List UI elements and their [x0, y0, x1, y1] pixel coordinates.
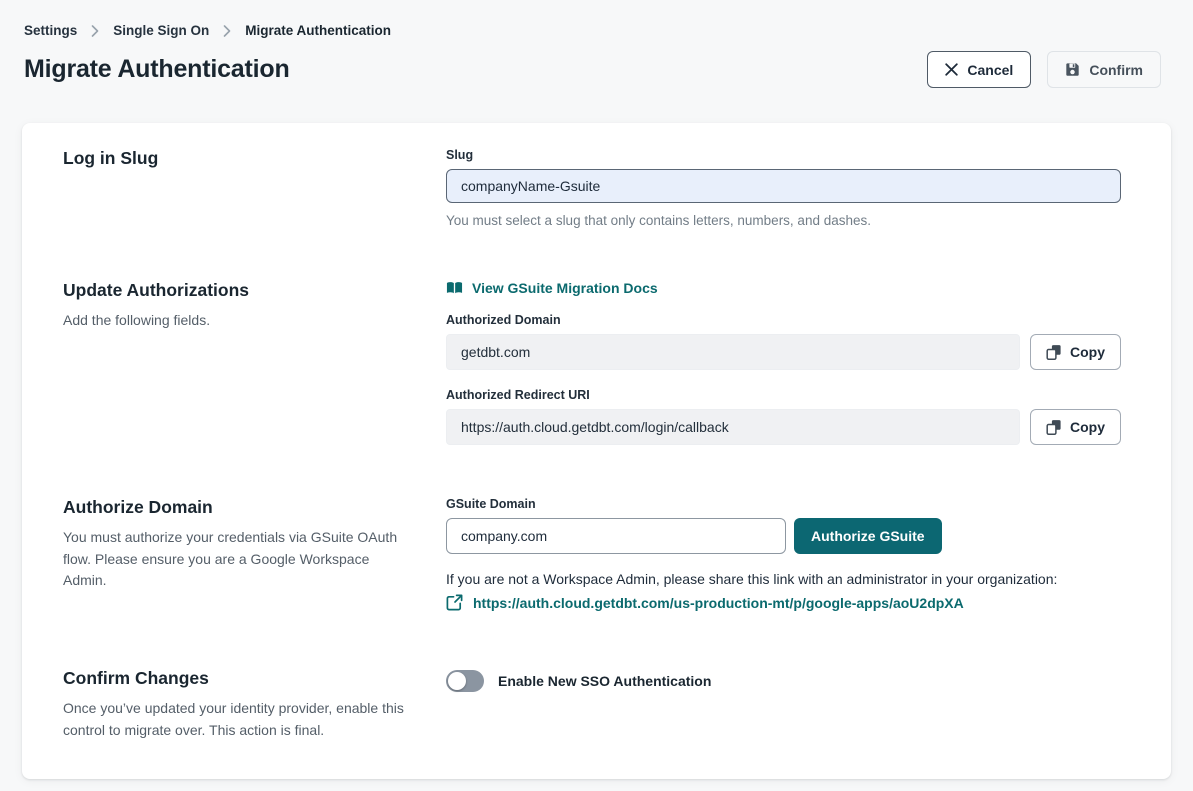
book-icon	[446, 281, 463, 295]
confirm-button-label: Confirm	[1089, 61, 1143, 78]
copy-button-label: Copy	[1070, 419, 1105, 435]
slug-label: Slug	[446, 148, 474, 162]
breadcrumb	[24, 23, 1161, 38]
admin-share-link-url: https://auth.cloud.getdbt.com/us-production-mt/p/google-apps/aoU2dpXA	[473, 594, 964, 611]
redirect-uri-input[interactable]	[446, 409, 1020, 445]
authorized-domain-label: Authorized Domain	[446, 313, 561, 327]
authorized-domain-group	[446, 313, 1121, 370]
copy-icon	[1046, 419, 1062, 436]
redirect-uri-group	[446, 388, 1121, 445]
section-login-slug	[63, 148, 1121, 228]
slug-input[interactable]	[446, 169, 1121, 203]
enable-sso-toggle[interactable]	[446, 670, 484, 692]
update-authorizations-heading: Update Authorizations	[63, 280, 250, 300]
gsuite-migration-docs-link-label: View GSuite Migration Docs	[472, 280, 658, 296]
confirm-button[interactable]	[1047, 51, 1161, 88]
login-slug-heading: Log in Slug	[63, 148, 159, 168]
confirm-changes-description: Once you’ve updated your identity provider, enable this control to migrate over. This action is final.	[63, 700, 404, 738]
breadcrumb-single-sign-on[interactable]: Single Sign On	[113, 23, 210, 38]
cancel-button-label: Cancel	[967, 61, 1014, 78]
copy-button-label: Copy	[1070, 344, 1105, 360]
copy-authorized-domain-button[interactable]	[1030, 334, 1121, 370]
title-row	[24, 51, 1161, 88]
settings-card	[22, 123, 1171, 779]
slug-help-text: You must select a slug that only contains letters, numbers, and dashes.	[446, 213, 871, 228]
page-header	[0, 0, 1193, 88]
workspace-admin-note: If you are not a Workspace Admin, please share this link with an administrator in your organization:	[446, 571, 1058, 587]
header-actions	[927, 51, 1161, 88]
chevron-right-icon	[91, 25, 99, 37]
breadcrumb-migrate-authentication: Migrate Authentication	[245, 23, 392, 38]
cancel-button[interactable]	[927, 51, 1031, 88]
gsuite-domain-label: GSuite Domain	[446, 497, 536, 511]
x-icon	[945, 63, 958, 76]
section-update-authorizations	[63, 280, 1121, 445]
save-icon	[1065, 62, 1080, 77]
toggle-knob	[448, 672, 466, 690]
update-authorizations-description: Add the following fields.	[63, 312, 211, 328]
copy-redirect-uri-button[interactable]	[1030, 409, 1121, 445]
external-link-icon	[446, 594, 463, 611]
authorize-gsuite-button[interactable]: Authorize GSuite	[794, 518, 942, 554]
authorize-domain-description: You must authorize your credentials via GSuite OAuth flow. Please ensure you are a Google Workspace Admin.	[63, 529, 398, 589]
gsuite-migration-docs-link[interactable]	[446, 280, 658, 296]
authorize-domain-heading: Authorize Domain	[63, 497, 213, 517]
breadcrumb-settings[interactable]: Settings	[24, 23, 78, 38]
copy-icon	[1046, 344, 1062, 361]
section-authorize-domain	[63, 497, 1121, 616]
confirm-changes-heading: Confirm Changes	[63, 668, 209, 688]
enable-sso-toggle-label: Enable New SSO Authentication	[498, 673, 712, 689]
redirect-uri-label: Authorized Redirect URI	[446, 388, 590, 402]
gsuite-domain-input[interactable]	[446, 518, 786, 554]
authorized-domain-input[interactable]	[446, 334, 1020, 370]
chevron-right-icon	[223, 25, 231, 37]
admin-share-link[interactable]	[446, 594, 964, 611]
page-title: Migrate Authentication	[24, 55, 290, 83]
section-confirm-changes	[63, 668, 1121, 741]
